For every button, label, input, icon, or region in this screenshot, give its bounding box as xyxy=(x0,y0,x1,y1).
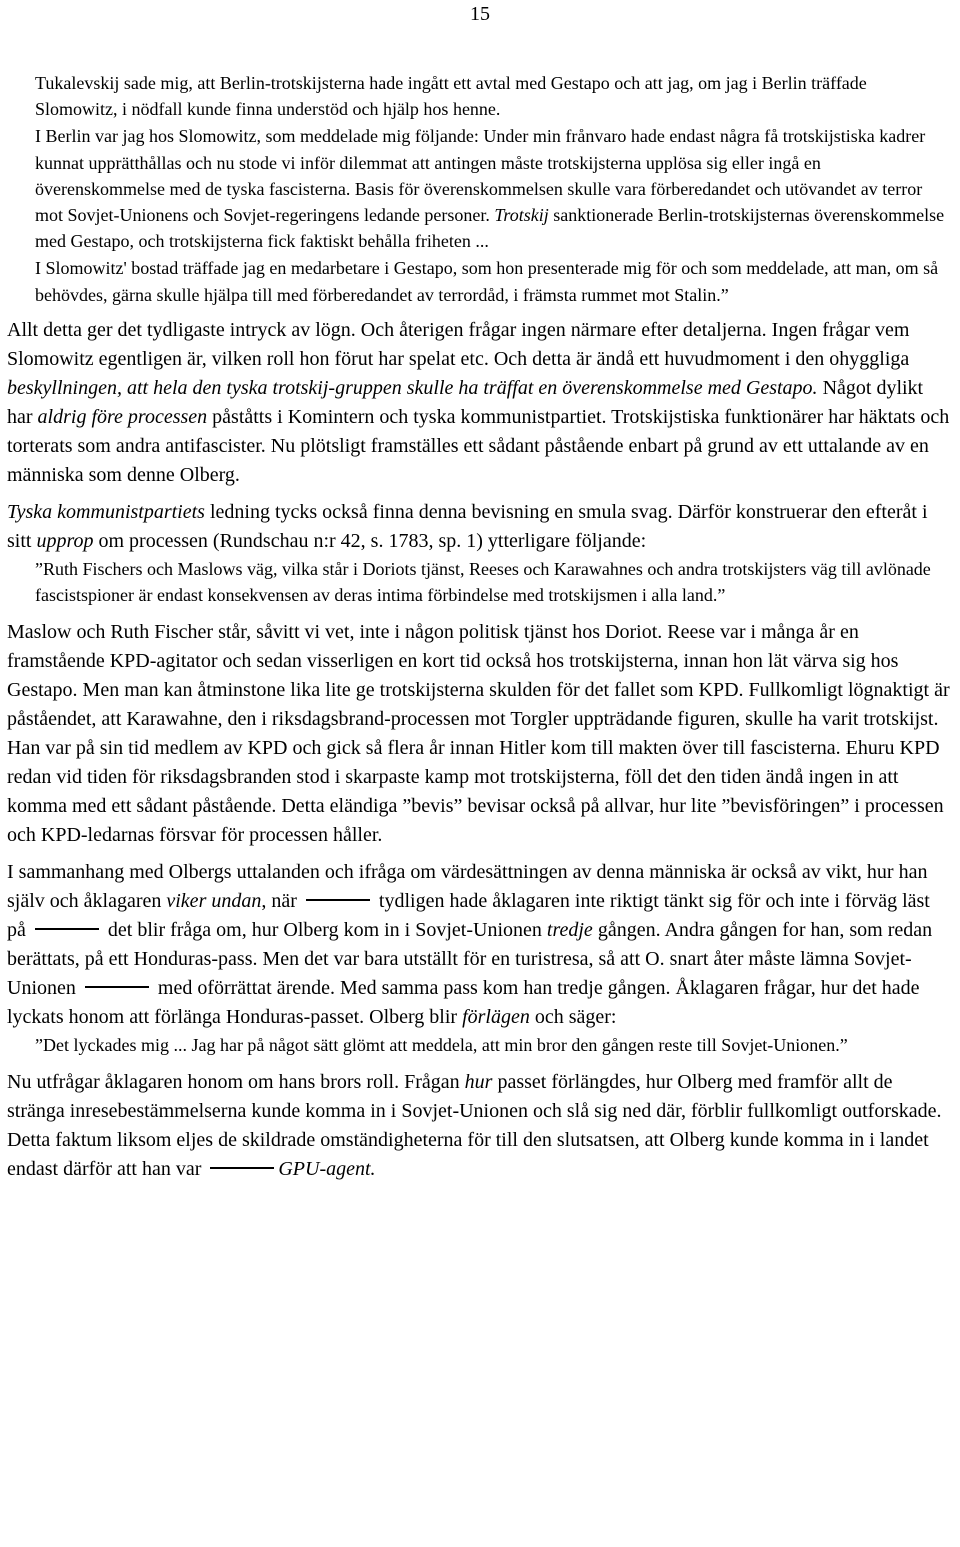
emphasis: upprop xyxy=(36,529,94,552)
page-content xyxy=(7,70,953,1184)
text: påståtts i Komintern och tyska kommunistpartiet. Trotskijstiska funktionärer har häktats och torterats som andra antifascister. Nu plötsligt framställes ett sådant påstående enbart på grund av ett uttalande av en människa som denne Olberg. xyxy=(7,405,950,486)
block-quote: ”Det lyckades mig ... Jag har på något sätt glömt att meddela, att min bror den gången reste till Sovjet-Unionen.” xyxy=(35,1034,848,1055)
em-dash xyxy=(85,986,149,988)
body-paragraph xyxy=(7,316,953,490)
text: tydligen hade åklagaren inte riktigt tänkt sig för och inte i förväg läst på xyxy=(7,889,930,941)
body-paragraph xyxy=(7,498,953,556)
quote-text: I Slomowitz' bostad träffade jag en medarbetare i Gestapo, som hon presenterade mig för och som meddelade, att man, om så behövdes, gärna skulle hjälpa till med förberedandet av terrordåd, i främsta rummet mot Stalin.” xyxy=(35,258,939,305)
emphasis: förlägen xyxy=(462,1005,530,1028)
em-dash xyxy=(35,928,99,930)
text: passet förlängdes, hur Olberg med framför allt de stränga inresebestämmelserna kunde komma in i Sovjet-Unionen och slå sig ned där, förblir fullkomligt outforskade. Detta faktum liksom eljes de skildrade omständigheterna för till den slutsatsen, att Olberg kunde komma in i landet endast därför att han var xyxy=(7,1070,942,1180)
quote-text: Tukalevskij sade mig, att Berlin-trotskijsterna hade ingått ett avtal med Gestapo och att jag, om jag i Berlin träffade Slomowitz, i nödfall kunde finna understöd och hjälp hos henne. xyxy=(35,73,867,120)
text: I sammanhang med Olbergs uttalanden och ifråga om värdesättningen av denna människa är också av vikt, hur han själv och åklagaren xyxy=(7,860,928,912)
body-paragraph xyxy=(7,858,953,1032)
text: Något dylikt har xyxy=(7,376,924,428)
text: och säger: xyxy=(529,1005,617,1028)
page-number: 15 xyxy=(470,3,490,25)
text: Allt detta ger det tydligaste intryck av lögn. Och återigen frågar ingen närmare efter detaljerna. Ingen frågar vem Slomowitz egentligen är, vilken roll hon förut har spelat etc. Och detta är ändå ett huvudmoment i den ohyggliga xyxy=(7,318,910,370)
quote-paragraph xyxy=(7,255,953,307)
emphasis: GPU-agent. xyxy=(278,1157,376,1180)
text: gången. Andra gången for han, som redan berättats, på ett Honduras-pass. Men det var bara utställt för en turistresa, så att O. snart åter måste lämna Sovjet-Unionen xyxy=(7,918,933,999)
body-paragraph xyxy=(7,1068,953,1184)
text: ledning tycks också finna denna bevisning en smula svag. Därför konstruerar den efteråt i sitt xyxy=(7,500,928,552)
block-quote: ”Ruth Fischers och Maslows väg, vilka står i Doriots tjänst, Reeses och Karawahnes och andra trotskijsters väg till avlönade fascistspioner är endast konsekvensen av deras intima förbindelse med trotskijsmen i alla land.” xyxy=(35,558,931,605)
em-dash xyxy=(306,899,370,901)
emphasis: Trotskij xyxy=(494,205,549,226)
emphasis: beskyllningen, att hela den tyska trotskij-gruppen skulle ha träffat en överenskommelse med Gestapo. xyxy=(7,376,818,399)
text: med oförrättat ärende. Med samma pass kom han tredje gången. Åklagaren frågar, hur det hade lyckats honom att förlänga Honduras-passet. Olberg blir xyxy=(7,976,920,1028)
emphasis: tredje xyxy=(546,918,593,941)
emphasis: Tyska kommunistpartiets xyxy=(7,500,205,523)
text: , när xyxy=(261,889,302,912)
quote-text: sanktionerade Berlin-trotskijsternas överenskommelse med Gestapo, och trotskijsterna fick faktiskt behålla friheten ... xyxy=(35,205,945,252)
text: Nu utfrågar åklagaren honom om hans brors roll. Frågan xyxy=(7,1070,465,1093)
emphasis: hur xyxy=(464,1070,493,1093)
text: om processen (Rundschau n:r 42, s. 1783, sp. 1) ytterligare följande: xyxy=(93,529,647,552)
body-paragraph: Maslow och Ruth Fischer står, såvitt vi vet, inte i någon politisk tjänst hos Doriot. Reese var i många år en framstående KPD-agitator och sedan visserligen en kort tid också hos trotskijsterna, innan hon lät värva sig hos Gestapo. Men man kan åtminstone lika lite ge trotskijsterna skulden för det fallet som KPD. Fullkomligt lögnaktigt är påståendet, att Karawahne, den i riksdagsbrand-processen mot Torgler uppträdande figuren, skulle ha varit trotskijst. Han var på sin tid medlem av KPD och gick så flera år innan Hitler kom till makten över till fascisterna. Ehuru KPD redan vid tiden för riksdagsbranden stod i skarpaste kamp mot trotskijsterna, föll det den tiden ändå ingen in att komma med ett sådant påstående. Detta eländiga ”bevis” bevisar också på allvar, hur lite ”bevisföringen” i processen och KPD-ledarnas försvar för processen håller. xyxy=(7,620,950,846)
emphasis: viker undan xyxy=(166,889,262,912)
text: det blir fråga om, hur Olberg kom in i Sovjet-Unionen xyxy=(102,918,547,941)
em-dash xyxy=(210,1167,274,1169)
quote-paragraph xyxy=(7,70,953,122)
emphasis: aldrig före processen xyxy=(37,405,208,428)
quote-text: I Berlin var jag hos Slomowitz, som meddelade mig följande: Under min frånvaro hade endast några få trotskijstiska kadrer kunnat upprätthållas och nu stode vi inför dilemmat att antingen måste trotskijsterna upplösa sig eller ingå en överenskommelse med de tyska fascisterna. Basis för överenskommelsen skulle vara förberedandet och utövandet av terror mot Sovjet-Unionens och Sovjet-regeringens ledande personer. xyxy=(35,126,926,226)
quote-paragraph xyxy=(7,123,953,254)
